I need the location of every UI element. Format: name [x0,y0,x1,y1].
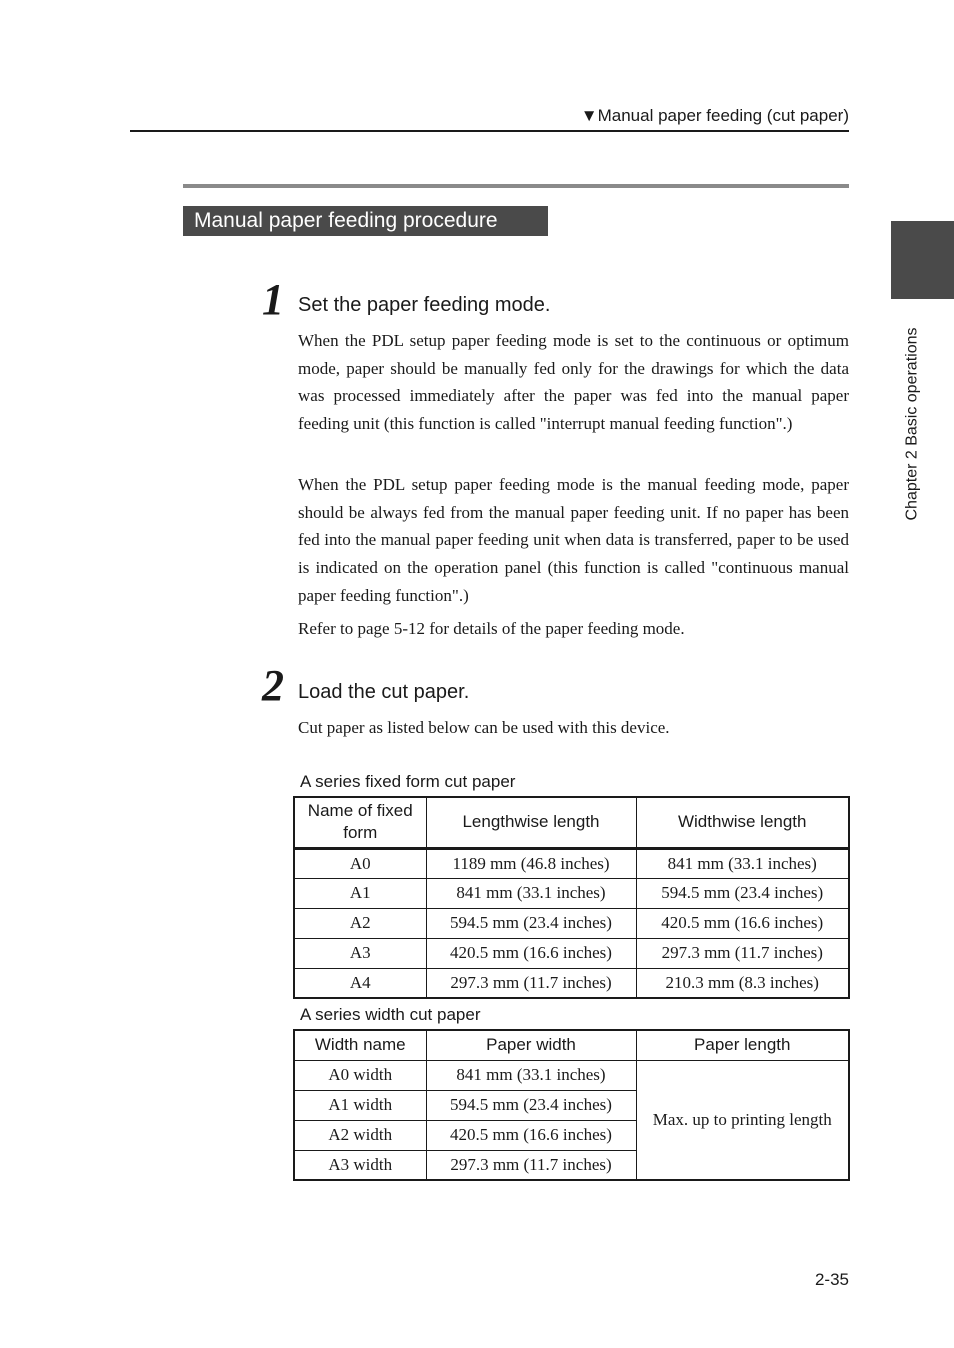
page-number: 2-35 [814,1270,849,1289]
table-row [294,878,849,908]
table-cell: 1189 mm (46.8 inches) [426,848,636,878]
column-header: Widthwise length [636,797,849,848]
table-row [294,848,849,878]
table-cell: 841 mm (33.1 inches) [636,848,849,878]
section-title: Manual paper feeding procedure [183,206,548,236]
table-cell: 420.5 mm (16.6 inches) [426,938,636,968]
table-header-row [294,797,849,848]
step-number-2: 2 [262,661,284,710]
table-row [294,938,849,968]
running-head: ▼Manual paper feeding (cut paper) [580,106,849,125]
table-cell: 420.5 mm (16.6 inches) [426,1120,636,1150]
step-heading-2: Load the cut paper. [298,681,470,703]
column-header: Name of fixed form [294,797,426,848]
header-rule [130,130,849,132]
column-header: Lengthwise length [426,797,636,848]
step-1-paragraph: When the PDL setup paper feeding mode is set to the continuous or optimum mode, paper should be manually fed only for the drawings for which the data was processed immediately after the paper was fed into the manual paper feeding unit (this function is called "interrupt manual feeding function".) [298,331,849,434]
chapter-side-label: Chapter 2 Basic operations [903,327,921,521]
table-cell: A1 [294,878,426,908]
table-cell: A2 width [294,1120,426,1150]
step-1-paragraph: When the PDL setup paper feeding mode is the manual feeding mode, paper should be always fed from the manual paper feeding unit. If no paper has been fed into the manual paper feeding unit when data is transferred, paper to be used is indicated on the operation panel (this function is called "continuous manual paper feeding function".) [298,475,849,605]
table-cell: A3 width [294,1150,426,1180]
table-header-row [294,1030,849,1060]
column-header: Paper width [426,1030,636,1060]
table-cell: 297.3 mm (11.7 inches) [636,938,849,968]
table-row [294,1060,849,1090]
table-cell: 420.5 mm (16.6 inches) [636,908,849,938]
table-cell: 841 mm (33.1 inches) [426,1060,636,1090]
fixed-form-table [293,796,850,999]
step-number-1: 1 [262,275,284,324]
table-cell: A0 width [294,1060,426,1090]
table-cell: 594.5 mm (23.4 inches) [636,878,849,908]
table-row [294,968,849,998]
step-2-paragraph: Cut paper as listed below can be used with this device. [298,718,670,737]
chapter-tab [891,221,954,299]
table-cell-merged: Max. up to printing length [636,1060,849,1180]
column-header: Paper length [636,1030,849,1060]
table-cell: A1 width [294,1090,426,1120]
table-caption-width: A series width cut paper [300,1005,481,1024]
table-row [294,908,849,938]
table-cell: A3 [294,938,426,968]
table-cell: A0 [294,848,426,878]
table-cell: 297.3 mm (11.7 inches) [426,1150,636,1180]
table-cell: A4 [294,968,426,998]
table-caption-fixed: A series fixed form cut paper [300,772,516,791]
table-cell: 210.3 mm (8.3 inches) [636,968,849,998]
table-cell: 841 mm (33.1 inches) [426,878,636,908]
table-cell: A2 [294,908,426,938]
table-cell: 594.5 mm (23.4 inches) [426,908,636,938]
step-heading-1: Set the paper feeding mode. [298,294,551,316]
width-cut-table [293,1029,850,1181]
step-1-paragraph: Refer to page 5-12 for details of the paper feeding mode. [298,619,685,638]
section-rule [183,184,849,188]
column-header: Width name [294,1030,426,1060]
table-cell: 594.5 mm (23.4 inches) [426,1090,636,1120]
table-cell: 297.3 mm (11.7 inches) [426,968,636,998]
